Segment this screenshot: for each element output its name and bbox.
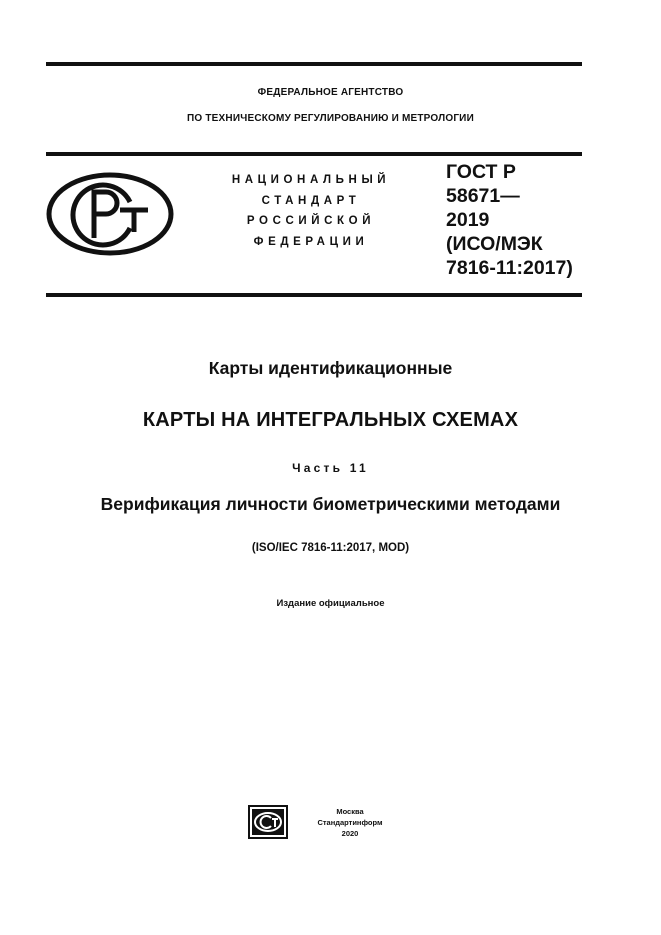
- publisher-year: 2020: [341, 829, 359, 838]
- designation-line-4: (ИСО/МЭК: [446, 233, 543, 255]
- edition-label: Издание официальное: [276, 598, 385, 609]
- title-line-1: Карты идентификационные: [208, 358, 453, 378]
- gost-r-emblem-icon: [46, 172, 174, 256]
- agency-line-1: ФЕДЕРАЛЬНОЕ АГЕНТСТВО: [257, 87, 404, 98]
- designation-line-2: 58671—: [446, 185, 520, 207]
- standard-designation: [446, 160, 573, 280]
- header-rule: [46, 152, 582, 156]
- title-line-3: Верификация личности биометрическими методами: [100, 494, 561, 514]
- title-line-2: КАРТЫ НА ИНТЕГРАЛЬНЫХ СХЕМАХ: [142, 409, 519, 431]
- designation-rule: [46, 293, 582, 297]
- agency-line-2: ПО ТЕХНИЧЕСКОМУ РЕГУЛИРОВАНИЮ И МЕТРОЛОГИИ: [187, 113, 474, 124]
- national-line-4: ФЕДЕРАЦИИ: [253, 235, 369, 248]
- national-line-2: СТАНДАРТ: [261, 194, 361, 207]
- publisher-info: [309, 806, 391, 839]
- designation-line-1: ГОСТ Р: [446, 161, 516, 183]
- standartinform-logo-icon: [248, 805, 288, 839]
- national-line-3: РОССИЙСКОЙ: [246, 215, 376, 227]
- publisher-city: Москва: [336, 807, 364, 816]
- part-label: Часть 11: [292, 461, 369, 475]
- publisher-name: Стандартинформ: [317, 818, 383, 827]
- national-standard-label: [212, 170, 410, 252]
- top-rule: [46, 62, 582, 66]
- iso-reference: (ISO/IEC 7816-11:2017, MOD): [251, 542, 410, 554]
- national-line-1: НАЦИОНАЛЬНЫЙ: [231, 174, 391, 186]
- designation-line-3: 2019: [446, 209, 490, 231]
- designation-line-5: 7816-11:2017): [446, 257, 573, 279]
